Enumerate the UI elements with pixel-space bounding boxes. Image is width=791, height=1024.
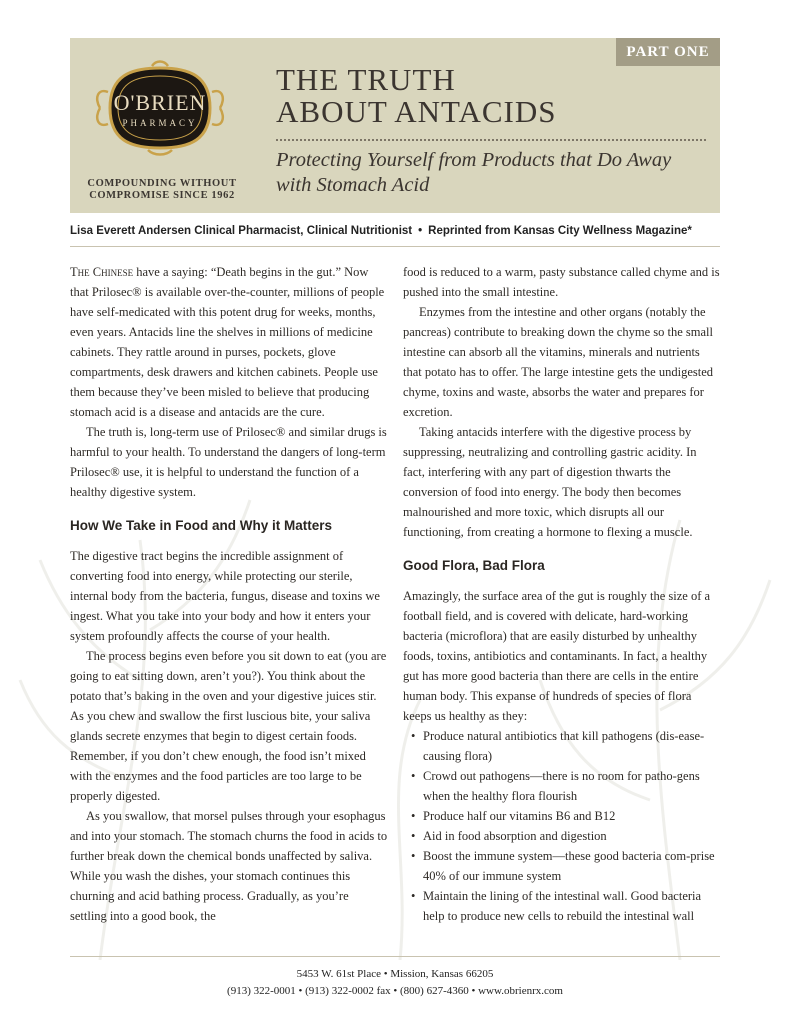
- paragraph: As you swallow, that morsel pulses through your esophagus and into your stomach. The stomach churns the food in acids to further break down the chemical bonds unaffected by saliva. While you wash the dishes, your stomach continues this churning and acid bathing process. Gradually, as you’re settling into a good book, the: [70, 809, 388, 923]
- section-heading: How We Take in Food and Why it Matters: [70, 518, 333, 533]
- paragraph: The truth is, long-term use of Prilosec® and similar drugs is harmful to your health. To understand the dangers of long-term Prilosec® use, it is helpful to understand the function of a healthy digestive system.: [70, 425, 387, 499]
- list-item: • Crowd out pathogens—there is no room for patho-gens when the healthy flora flourish: [423, 766, 721, 806]
- intro-text: have a saying: “Death begins in the gut.” Now that Prilosec® is available over-the-counter, millions of people have self-medicated with this potent drug for weeks, months, even years. Antacids line the shelves in millions of medicine cabinets. They rattle around in purses, pockets, glove compartments, desk drawers and kitchen cabinets. People use them because they’ve been misled to believe that producing stomach acid is a disease and antacids are the cure.: [70, 265, 385, 419]
- title-divider: [276, 139, 706, 141]
- part-label: PART ONE: [616, 38, 720, 66]
- list-item: • Produce half our vitamins B6 and B12: [423, 806, 721, 826]
- title-line-2: ABOUT ANTACIDS: [276, 94, 557, 129]
- paragraph: Enzymes from the intestine and other organs (notably the pancreas) contribute to breaking down the chyme so the small intestine can absorb all the vitamins, minerals and nutrients that potato has to offer. The large intestine gets the undigested chyme, toxins and waste, absorbs the water and prepares for excretion.: [403, 305, 713, 419]
- paragraph: Amazingly, the surface area of the gut is roughly the size of a football field, and is covered with delicate, hard-working bacteria (microflora) that are easily disturbed by unhealthy foods, toxins, antibiotics and contaminants. In fact, a healthy gut has more good bacteria than there are cells in the entire human body. This expanse of hundreds of species of flora keeps us healthy as they:: [403, 589, 711, 723]
- logo-subtitle: PHARMACY: [122, 118, 198, 128]
- paragraph: food is reduced to a warm, pasty substance called chyme and is pushed into the small intestine.: [403, 265, 720, 299]
- footer-contact: [70, 966, 720, 1000]
- title-line-1: THE TRUTH: [276, 62, 456, 97]
- logo-name: O'BRIEN: [113, 90, 207, 115]
- benefits-list: [403, 726, 721, 926]
- byline-rule: [70, 246, 720, 247]
- footer-address: 5453 W. 61st Place • Mission, Kansas 66205: [296, 968, 494, 980]
- article-subtitle: Protecting Yourself from Products that Do Away with Stomach Acid: [276, 149, 672, 196]
- pharmacy-logo: [90, 58, 230, 158]
- tagline-line-2: COMPROMISE SINCE 1962: [89, 190, 235, 201]
- footer-rule: [70, 956, 720, 957]
- company-tagline: [78, 178, 246, 202]
- list-item: • Produce natural antibiotics that kill pathogens (dis-ease-causing flora): [423, 726, 721, 766]
- byline-separator: •: [418, 225, 423, 237]
- paragraph: Taking antacids interfere with the digestive process by suppressing, neutralizing and controlling gastric acidity. In fact, interfering with any part of digestion thwarts the conversion of food into energy. The body then becomes malnourished and more toxic, which disrupts all our functioning, from creating a hormone to flexing a muscle.: [403, 425, 697, 539]
- paragraph: The digestive tract begins the incredible assignment of converting food into energy, while protecting our sterile, internal body from the bacteria, fungus, disease and toxins we ingest. What you take into your body and how it enters your system profoundly affects the course of your health.: [70, 549, 380, 643]
- author-credit: Lisa Everett Andersen Clinical Pharmacist, Clinical Nutritionist: [70, 225, 413, 237]
- section-heading: Good Flora, Bad Flora: [403, 558, 545, 573]
- intro-paragraph: [70, 262, 388, 422]
- column-right: [403, 262, 721, 926]
- header-banner: [70, 38, 720, 213]
- column-left: [70, 262, 388, 926]
- reprint-source: Reprinted from Kansas City Wellness Magazine*: [428, 225, 692, 237]
- byline: [70, 225, 760, 237]
- footer-phone-web: (913) 322-0001 • (913) 322-0002 fax • (800) 627-4360 • www.obrienrx.com: [227, 985, 563, 997]
- list-item: • Boost the immune system—these good bacteria com-prise 40% of our immune system: [423, 846, 721, 886]
- list-item: • Maintain the lining of the intestinal wall. Good bacteria help to produce new cells to rebuild the intestinal wall: [423, 886, 721, 926]
- lead-in: The Chinese: [70, 265, 134, 279]
- list-item: • Aid in food absorption and digestion: [423, 826, 721, 846]
- article-title: [276, 64, 557, 128]
- tagline-line-1: COMPOUNDING WITHOUT: [87, 178, 237, 189]
- paragraph: The process begins even before you sit down to eat (you are going to eat sitting down, aren’t you?). You think about the potato that’s baking in the oven and your digestive juices stir. As you chew and swallow the first luscious bite, your saliva glands secrete enzymes that begin to digest certain foods. Remember, if you don’t chew enough, the food isn’t mixed with the enzymes and the food particles are too large to be properly digested.: [70, 649, 387, 803]
